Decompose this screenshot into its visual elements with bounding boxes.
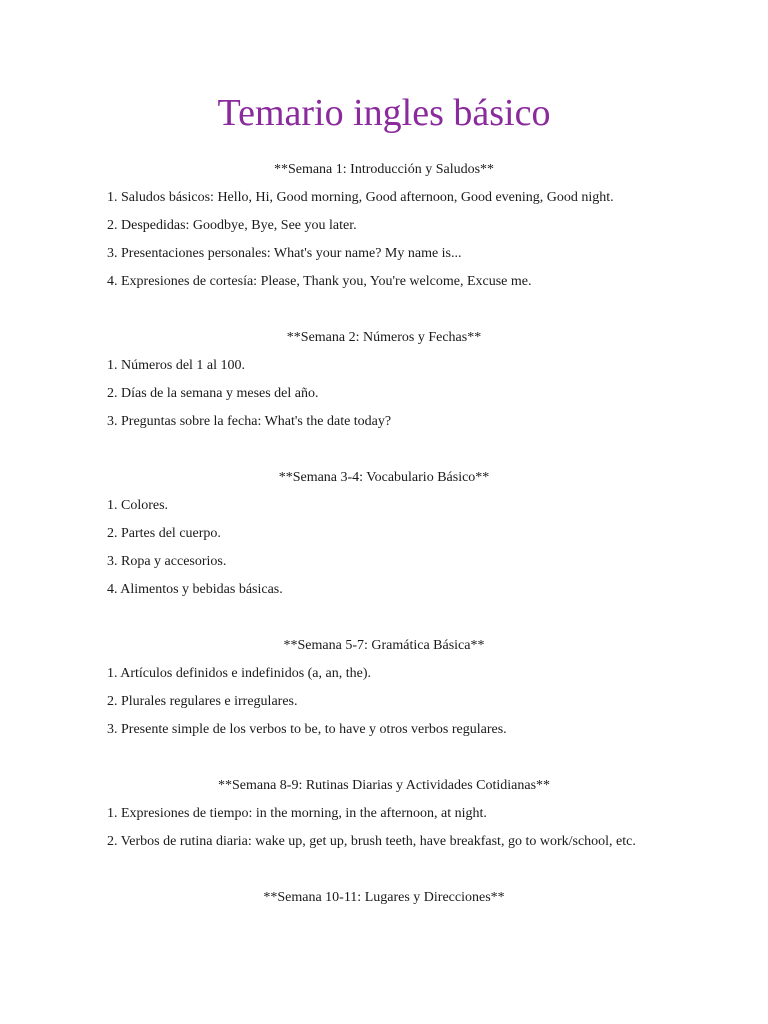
list-item: 3. Preguntas sobre la fecha: What's the date today? — [107, 414, 392, 429]
section-week-8-9 — [107, 772, 707, 856]
document-title: Temario ingles básico — [217, 92, 551, 134]
list-item: 2. Partes del cuerpo. — [107, 526, 221, 541]
section-week-3-4 — [107, 464, 707, 604]
list-item: 4. Expresiones de cortesía: Please, Thank you, You're welcome, Excuse me. — [107, 274, 532, 289]
list-item: 1. Artículos definidos e indefinidos (a, an, the). — [107, 666, 371, 681]
list-item: 3. Presentaciones personales: What's your name? My name is... — [107, 246, 462, 261]
list-item: 2. Días de la semana y meses del año. — [107, 386, 319, 401]
section-week-1 — [107, 156, 707, 296]
list-item: 4. Alimentos y bebidas básicas. — [107, 582, 283, 597]
section-week-5-7 — [107, 632, 707, 744]
list-item: 3. Presente simple de los verbos to be, to have y otros verbos regulares. — [107, 722, 507, 737]
list-item: 2. Plurales regulares e irregulares. — [107, 694, 298, 709]
syllabus-sections — [107, 156, 707, 940]
list-item: 2. Despedidas: Goodbye, Bye, See you later. — [107, 218, 357, 233]
list-item: 1. Saludos básicos: Hello, Hi, Good morning, Good afternoon, Good evening, Good night. — [107, 190, 614, 205]
list-item: 1. Números del 1 al 100. — [107, 358, 246, 373]
section-heading: **Semana 8-9: Rutinas Diarias y Actividades Cotidianas** — [217, 778, 551, 793]
section-heading: **Semana 1: Introducción y Saludos** — [273, 162, 495, 177]
list-item: 2. Verbos de rutina diaria: wake up, get up, brush teeth, have breakfast, go to work/school, etc. — [107, 834, 636, 849]
section-week-2 — [107, 324, 707, 436]
section-heading: **Semana 2: Números y Fechas** — [286, 330, 482, 345]
section-heading: **Semana 10-11: Lugares y Direcciones** — [263, 890, 505, 905]
section-week-10-11 — [107, 884, 707, 912]
section-heading: **Semana 3-4: Vocabulario Básico** — [278, 470, 490, 485]
list-item: 1. Colores. — [107, 498, 169, 513]
section-heading: **Semana 5-7: Gramática Básica** — [283, 638, 485, 653]
list-item: 1. Expresiones de tiempo: in the morning, in the afternoon, at night. — [107, 806, 487, 821]
list-item: 3. Ropa y accesorios. — [107, 554, 227, 569]
